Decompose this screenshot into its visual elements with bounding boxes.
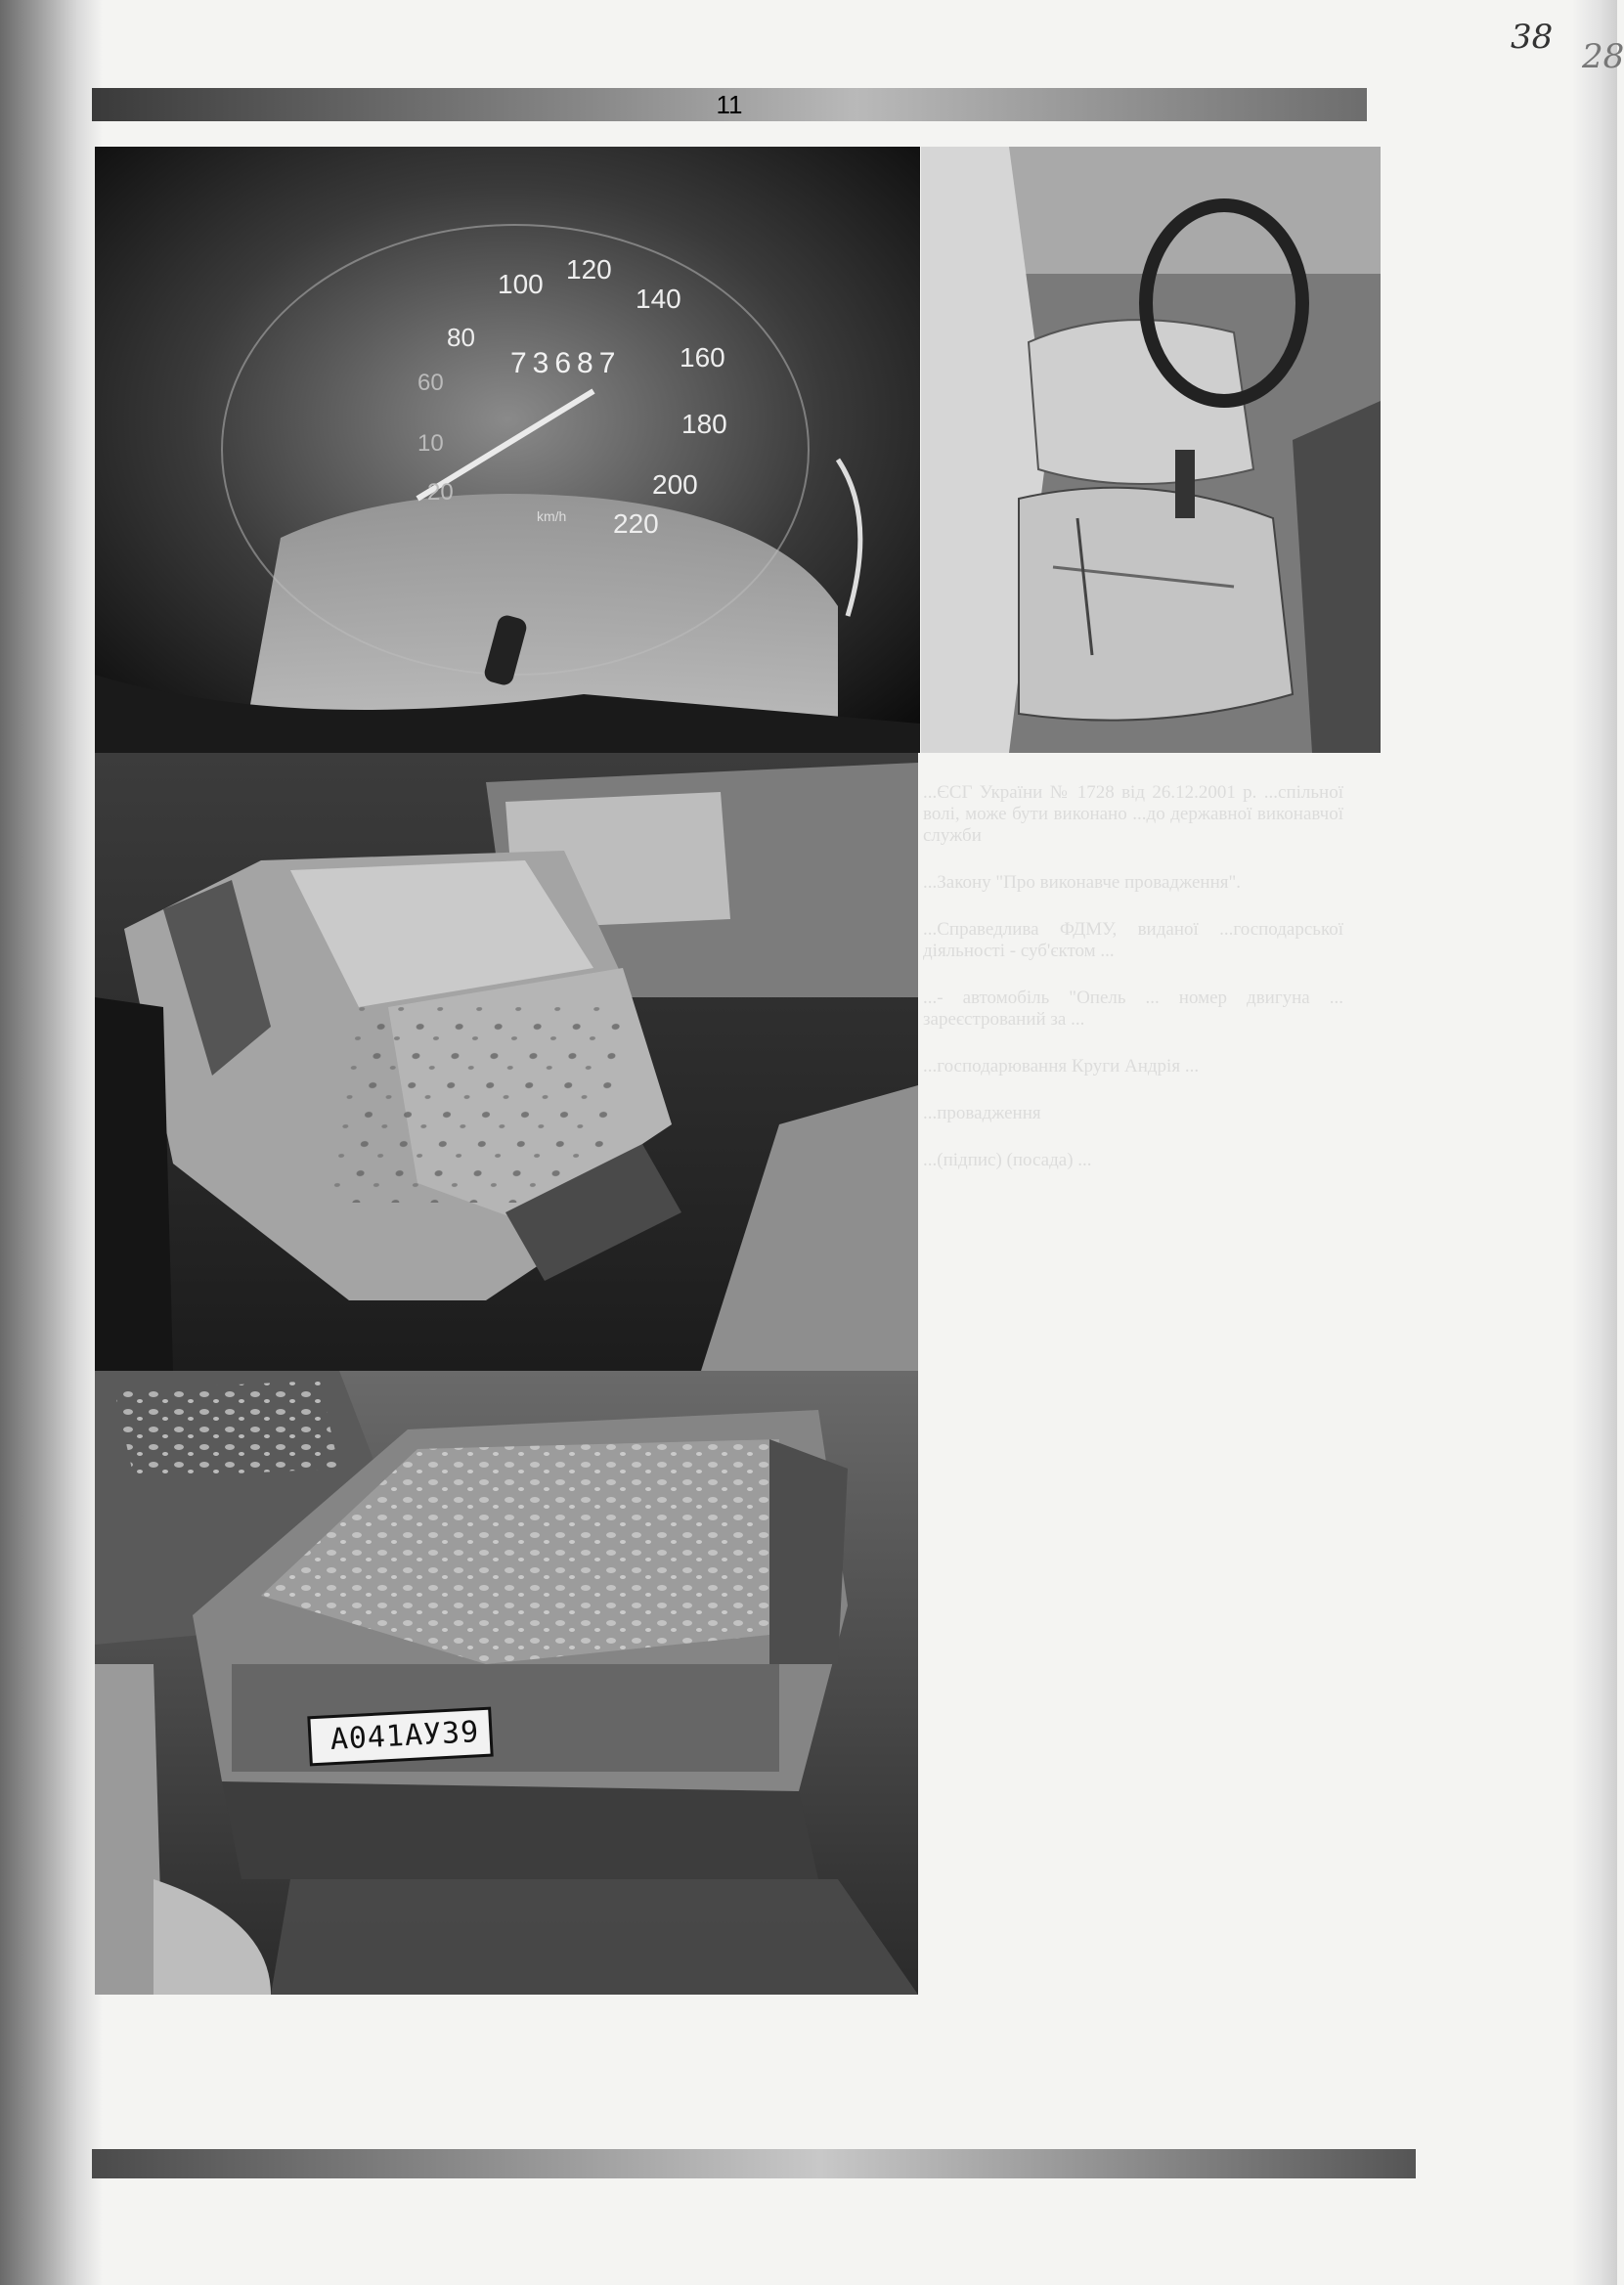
page-number: 11: [716, 90, 743, 119]
scan-right-edge: [1572, 0, 1617, 2285]
background-paragraph: ...провадження: [923, 1103, 1041, 1123]
background-paragraph: ...Закону "Про виконавче провадження".: [923, 872, 1241, 893]
speed-label-80: 80: [447, 323, 475, 352]
scan-left-shadow: [0, 0, 103, 2285]
speed-label-10: 10: [417, 430, 444, 457]
speed-label-200: 200: [652, 469, 698, 500]
odometer-reading: 73687: [510, 347, 622, 379]
footer-bar: [92, 2149, 1416, 2178]
background-paragraph: ...ЄСГ України № 1728 від 26.12.2001 р. ...спільної волі, може бути виконано ...до державної виконавчої служби: [923, 782, 1343, 846]
speed-label-180: 180: [681, 409, 727, 439]
background-paragraph: ...- автомобіль "Опель ... номер двигуна ... зареєстрований за ...: [923, 988, 1343, 1030]
speed-unit-label: km/h: [537, 508, 567, 524]
background-paragraph: ...господарювання Круги Андрія ...: [923, 1056, 1200, 1077]
photo-car-front: [95, 753, 918, 1371]
speed-label-220: 220: [613, 508, 659, 539]
header-bar: [92, 88, 1367, 121]
speed-label-120: 120: [566, 254, 612, 285]
photo-speedometer: [95, 147, 920, 753]
speed-label-160: 160: [680, 342, 725, 373]
speed-label-140: 140: [636, 284, 681, 314]
handwritten-page-mark-secondary: 28: [1582, 37, 1624, 76]
background-document-text: [923, 782, 1343, 1877]
speed-label-60: 60: [417, 370, 444, 396]
speed-label-100: 100: [498, 269, 544, 299]
background-paragraph: ...Справедлива ФДМУ, виданої ...господарської діяльності - суб'єктом ...: [923, 919, 1343, 961]
speed-label-20: 20: [427, 479, 454, 505]
photo-car-rear: [95, 1371, 918, 1995]
handwritten-page-mark: 38: [1511, 18, 1554, 57]
background-paragraph: ...(підпис) (посада) ...: [923, 1150, 1092, 1170]
photo-car-interior: [921, 147, 1381, 753]
license-plate: А041АУ39: [329, 1715, 481, 1757]
